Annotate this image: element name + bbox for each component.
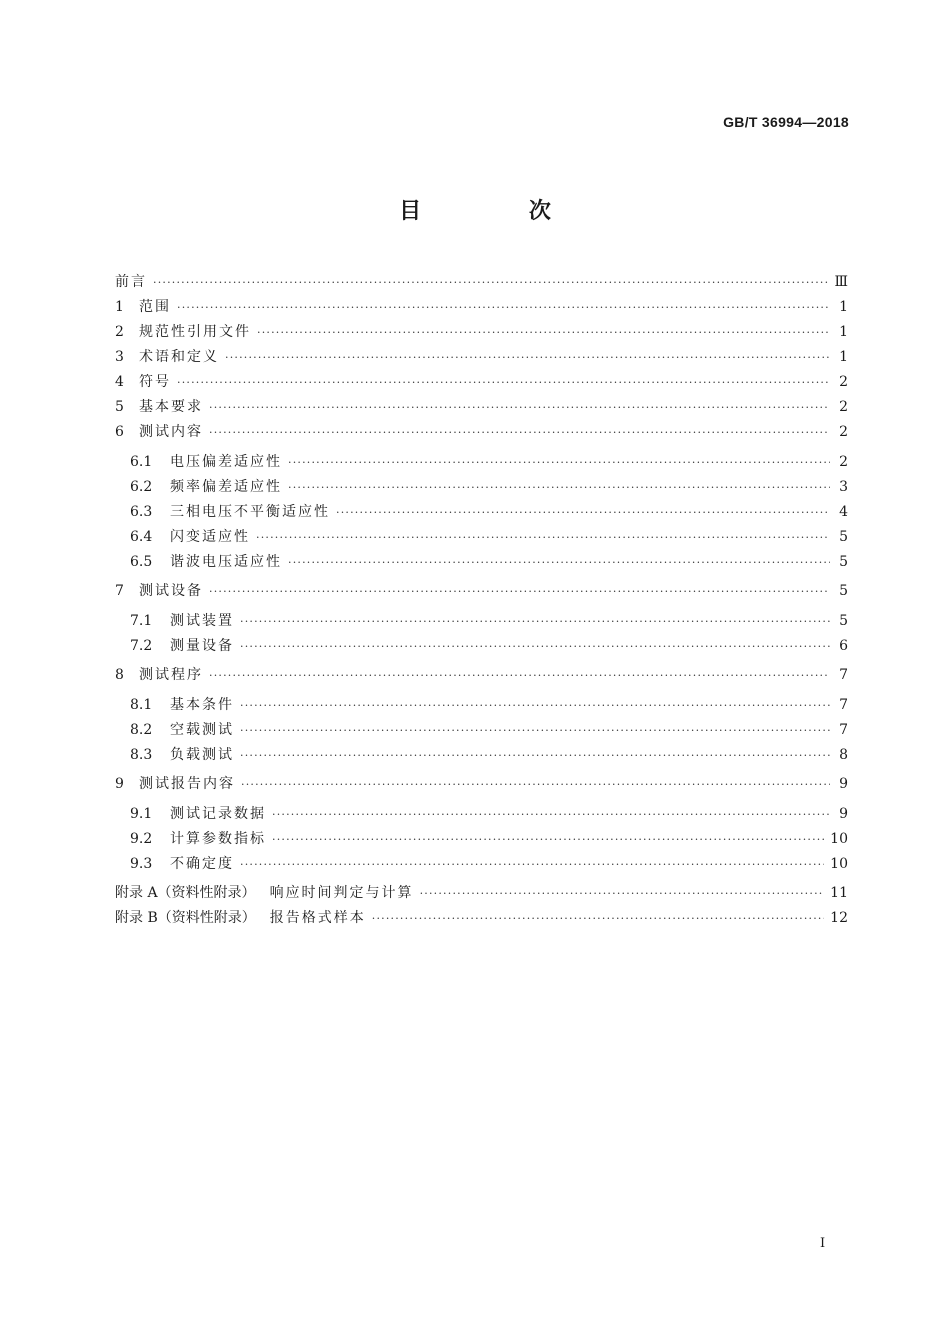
toc-entry-label: 符号 <box>139 374 171 390</box>
toc-entry-number: 附录 B（资料性附录） <box>115 910 256 926</box>
toc-entry-number: 附录 A（资料性附录） <box>115 885 256 901</box>
toc-entry-page: 5 <box>839 583 848 599</box>
toc-entry-number: 9 <box>115 776 124 792</box>
toc-leader-dots <box>256 525 830 550</box>
toc-entry-number: 8.2 <box>130 721 153 738</box>
toc-entry[interactable] <box>115 270 848 295</box>
toc-entry-number: 6.2 <box>130 478 153 495</box>
toc-entry-page: Ⅲ <box>834 274 848 290</box>
toc-entry-label: 术语和定义 <box>139 349 219 365</box>
toc-entry-label: 计算参数指标 <box>170 830 266 847</box>
toc-entry[interactable] <box>115 579 848 604</box>
toc-leader-dots <box>209 663 830 688</box>
toc-entry-page: 8 <box>839 746 848 763</box>
toc-entry-page: 7 <box>839 667 848 683</box>
toc-entry-page: 9 <box>839 805 848 822</box>
toc-entry-number: 8 <box>115 667 124 683</box>
toc-subentry[interactable] <box>115 450 848 475</box>
toc-entry-label: 测量设备 <box>170 637 234 654</box>
toc-entry[interactable] <box>115 345 848 370</box>
toc-subentry[interactable] <box>115 500 848 525</box>
toc-entry[interactable] <box>115 420 848 445</box>
toc-entry-page: 10 <box>830 855 848 872</box>
toc-leader-dots <box>257 320 830 345</box>
toc-entry-label: 闪变适应性 <box>170 528 250 545</box>
toc-entry-label: 测试记录数据 <box>170 805 266 822</box>
toc-entry-number: 7.1 <box>130 612 153 629</box>
toc-subentry[interactable] <box>115 827 848 852</box>
toc-subentry[interactable] <box>115 802 848 827</box>
toc-entry-page: 7 <box>839 721 848 738</box>
toc-entry-label: 测试内容 <box>139 424 203 440</box>
toc-entry-page: 9 <box>839 776 848 792</box>
toc-entry-label: 测试装置 <box>170 612 234 629</box>
toc-entry-number: 6.5 <box>130 553 153 570</box>
toc-entry-page: 6 <box>839 637 848 654</box>
toc-leader-dots <box>209 420 830 445</box>
toc-entry-label: 报告格式样本 <box>269 910 366 926</box>
toc-entry-number: 9.2 <box>130 830 153 847</box>
toc-entry-page: 2 <box>839 453 848 470</box>
toc-leader-dots <box>240 743 830 768</box>
toc-entry-number: 6.3 <box>130 503 153 520</box>
toc-leader-dots <box>240 609 830 634</box>
toc-entry-page: 7 <box>839 696 848 713</box>
toc-entry-label: 测试报告内容 <box>139 776 235 792</box>
toc-entry-label: 测试设备 <box>139 583 203 599</box>
toc-entry-page: 11 <box>830 885 848 901</box>
toc-entry-page: 1 <box>839 324 848 340</box>
toc-leader-dots <box>288 550 830 575</box>
toc-leader-dots <box>209 395 830 420</box>
toc-leader-dots <box>241 772 830 797</box>
toc-entry-number: 3 <box>115 349 124 365</box>
toc-entry-number: 7 <box>115 583 124 599</box>
toc-entry-label: 响应时间判定与计算 <box>269 885 414 901</box>
toc-entry-label: 负载测试 <box>170 746 234 763</box>
toc-entry-page: 10 <box>830 830 848 847</box>
toc-entry-label: 范围 <box>139 299 171 315</box>
toc-entry-number: 1 <box>115 299 124 315</box>
toc-entry-label: 谐波电压适应性 <box>170 553 282 570</box>
toc-subentry[interactable] <box>115 852 848 877</box>
toc-entry[interactable] <box>115 370 848 395</box>
toc-leader-dots <box>177 295 830 320</box>
toc-entry-page: 3 <box>839 478 848 495</box>
toc-entry-number: 9.3 <box>130 855 153 872</box>
toc-entry-number: 2 <box>115 324 124 340</box>
toc-entry[interactable] <box>115 295 848 320</box>
toc-entry-label: 基本条件 <box>170 696 234 713</box>
toc-entry-page: 2 <box>839 399 848 415</box>
toc-leader-dots <box>272 802 830 827</box>
toc-entry-label: 三相电压不平衡适应性 <box>170 503 330 520</box>
toc-subentry[interactable] <box>115 475 848 500</box>
toc-entry-number: 6 <box>115 424 124 440</box>
toc-entry-page: 4 <box>839 503 848 520</box>
toc-entry-page: 2 <box>839 424 848 440</box>
toc-leader-dots <box>240 852 824 877</box>
toc-subentry[interactable] <box>115 550 848 575</box>
toc-subentry[interactable] <box>115 718 848 743</box>
toc-entry[interactable] <box>115 906 848 931</box>
toc-entry-label: 电压偏差适应性 <box>170 453 282 470</box>
toc-subentry[interactable] <box>115 634 848 659</box>
toc-entry-label: 空载测试 <box>170 721 234 738</box>
toc-leader-dots <box>336 500 830 525</box>
toc-entry[interactable] <box>115 772 848 797</box>
toc-entry-page: 5 <box>839 528 848 545</box>
toc-entry-label: 前言 <box>115 274 147 290</box>
toc-leader-dots <box>372 906 824 931</box>
toc-entry-number: 8.3 <box>130 746 153 763</box>
toc-entry[interactable] <box>115 320 848 345</box>
toc-entry-page: 1 <box>839 349 848 365</box>
page-number: I <box>820 1236 826 1251</box>
toc-entry-number: 6.1 <box>130 453 153 470</box>
toc-subentry[interactable] <box>115 609 848 634</box>
toc-leader-dots <box>272 827 824 852</box>
toc-entry-page: 1 <box>839 299 848 315</box>
toc-entry-number: 7.2 <box>130 637 153 654</box>
toc-leader-dots <box>420 881 825 906</box>
toc-entry-number: 5 <box>115 399 124 415</box>
toc-entry-page: 12 <box>830 910 848 926</box>
toc-entry-label: 基本要求 <box>139 399 203 415</box>
toc-leader-dots <box>209 579 830 604</box>
toc-subentry[interactable] <box>115 743 848 768</box>
toc-leader-dots <box>240 718 830 743</box>
toc-entry-label: 频率偏差适应性 <box>170 478 282 495</box>
toc-leader-dots <box>153 270 828 295</box>
table-of-contents <box>115 270 848 931</box>
toc-leader-dots <box>240 693 830 718</box>
toc-entry-number: 6.4 <box>130 528 153 545</box>
toc-entry-page: 5 <box>839 612 848 629</box>
toc-entry-number: 9.1 <box>130 805 153 822</box>
toc-entry-number: 8.1 <box>130 696 153 713</box>
toc-entry-page: 5 <box>839 553 848 570</box>
toc-entry-page: 2 <box>839 374 848 390</box>
toc-entry[interactable] <box>115 881 848 906</box>
toc-entry-label: 测试程序 <box>139 667 203 683</box>
toc-subentry[interactable] <box>115 525 848 550</box>
toc-entry[interactable] <box>115 395 848 420</box>
toc-entry-number: 4 <box>115 374 124 390</box>
toc-leader-dots <box>177 370 830 395</box>
page-title: 目 次 <box>399 199 601 224</box>
toc-leader-dots <box>225 345 830 370</box>
toc-leader-dots <box>288 475 830 500</box>
toc-subentry[interactable] <box>115 693 848 718</box>
toc-entry-label: 规范性引用文件 <box>139 324 251 340</box>
toc-entry[interactable] <box>115 663 848 688</box>
toc-entry-label: 不确定度 <box>170 855 234 872</box>
toc-leader-dots <box>240 634 830 659</box>
toc-leader-dots <box>288 450 830 475</box>
standard-code: GB/T 36994—2018 <box>723 114 849 130</box>
